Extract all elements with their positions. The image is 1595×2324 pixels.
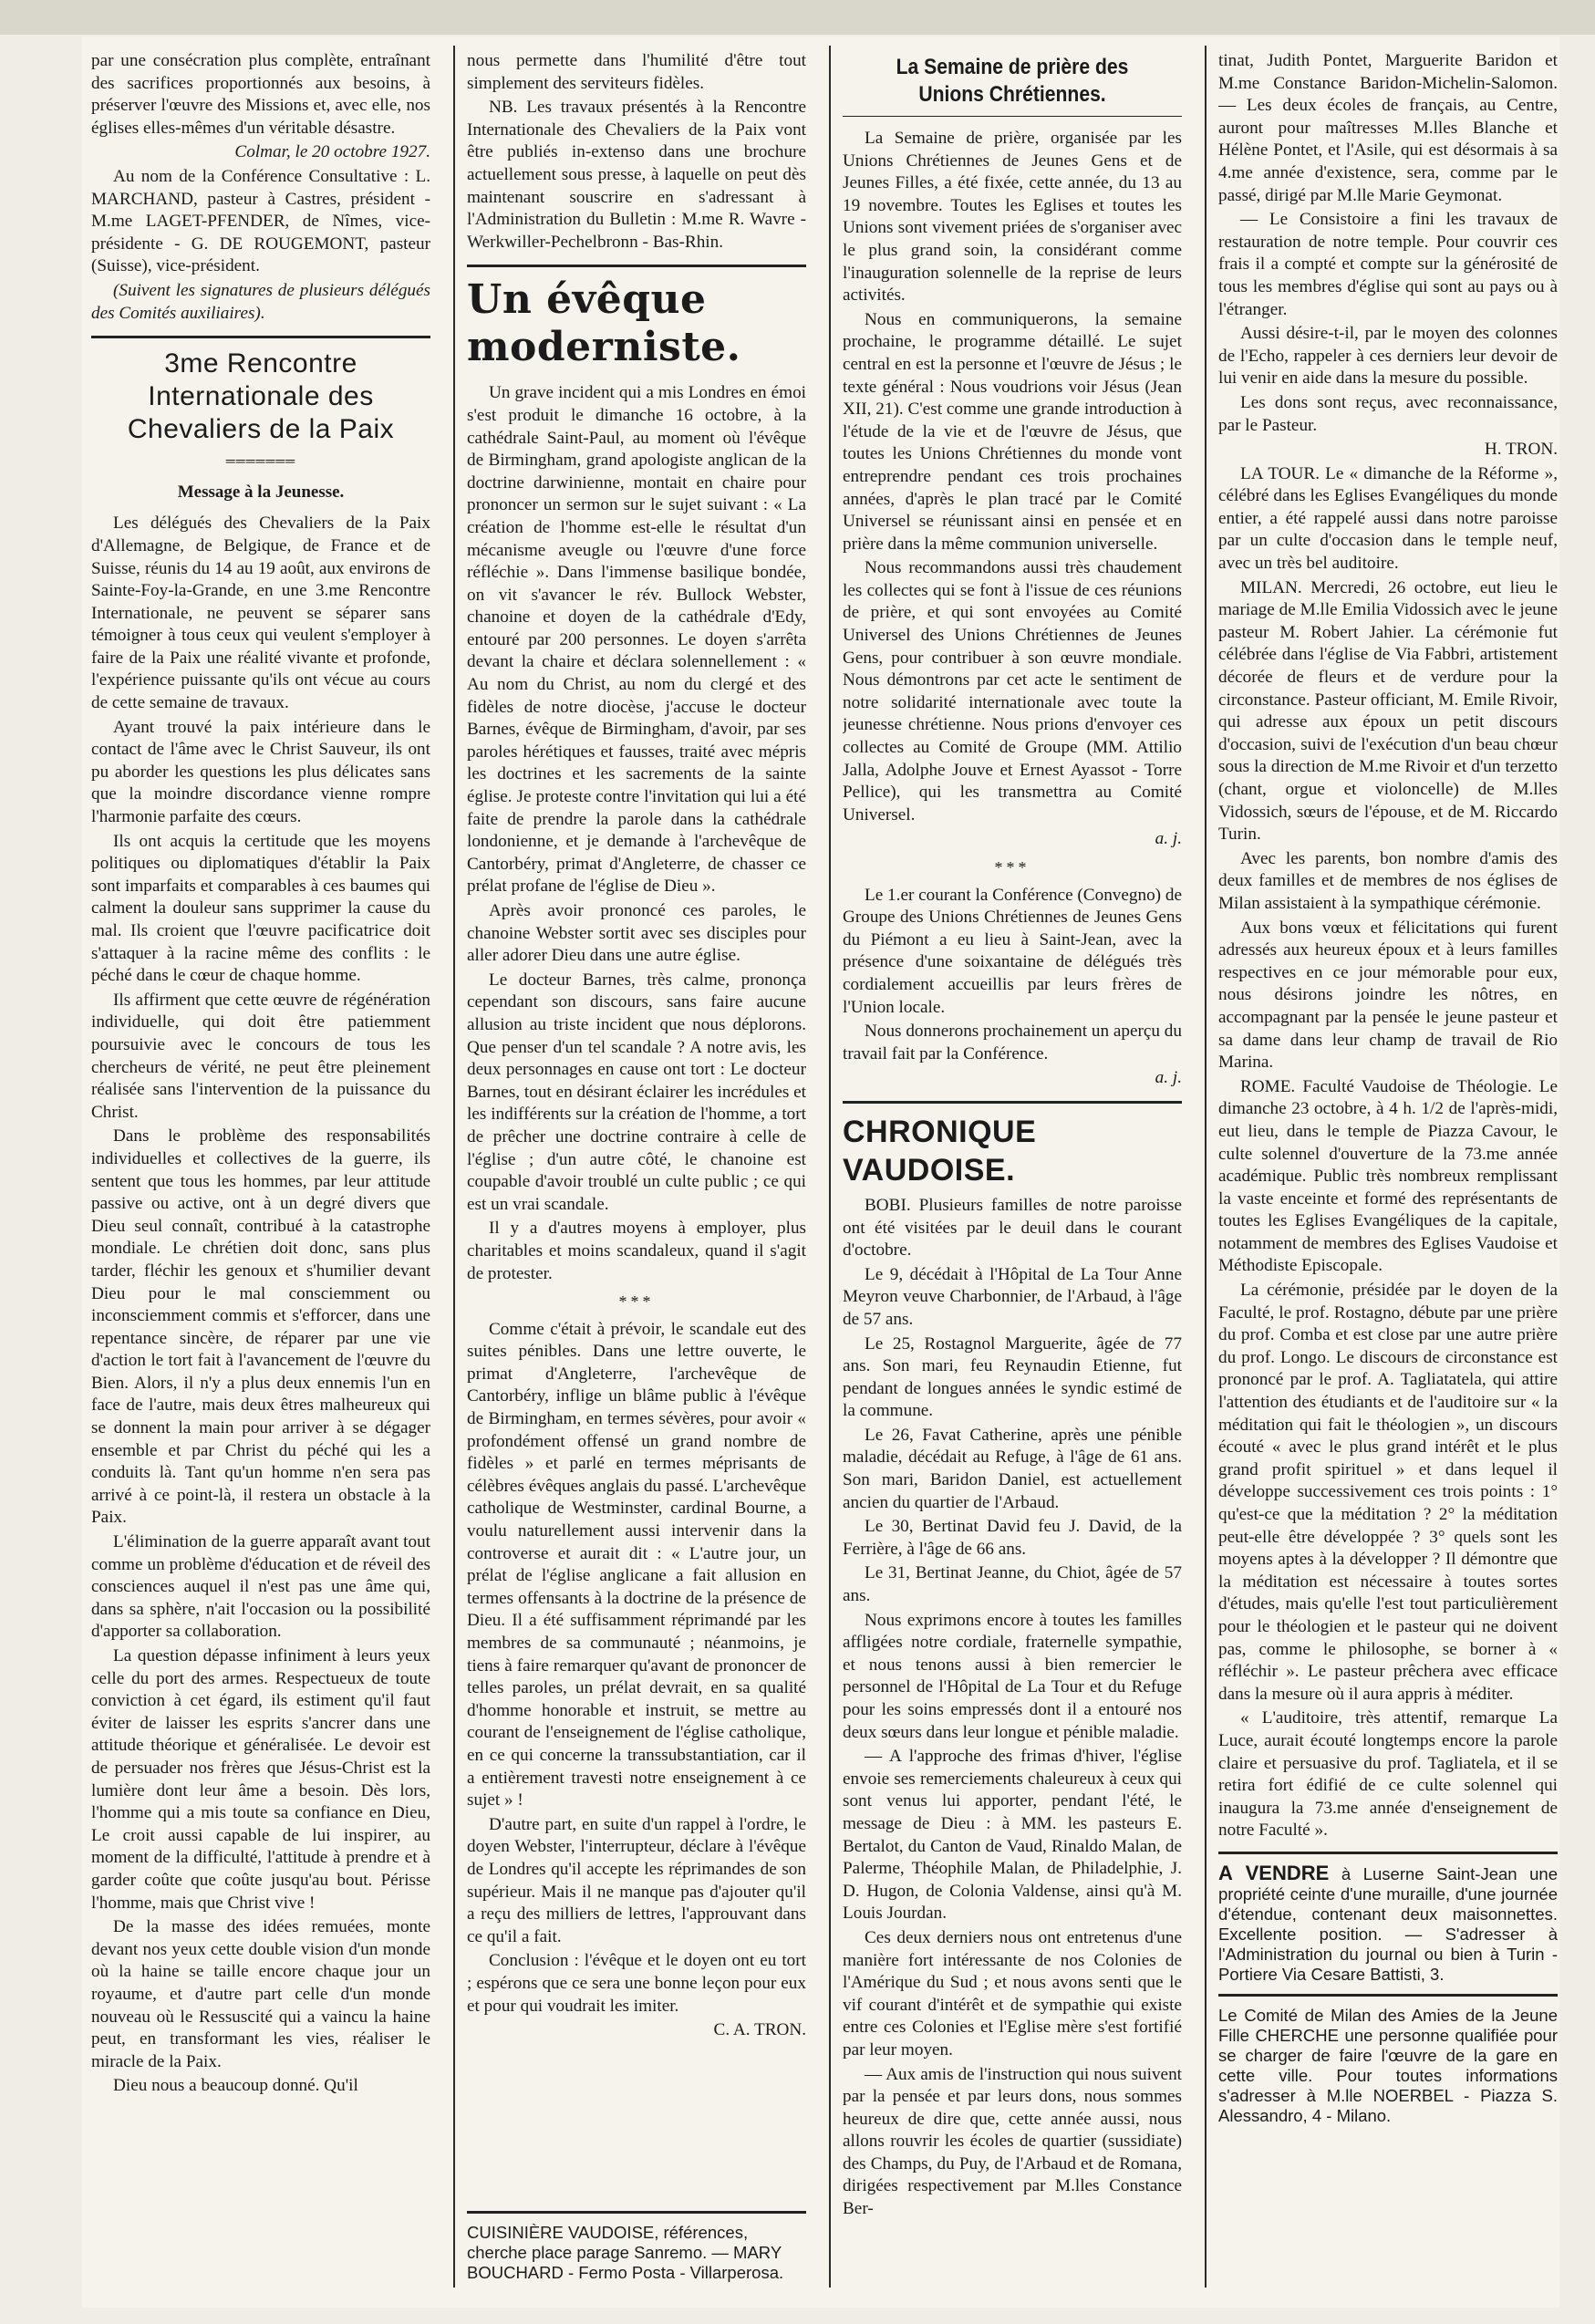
message-subhead: Message à la Jeunesse. [177, 482, 345, 502]
article-paragraph: L'élimination de la guerre apparaît avant tout comme un problème d'éducation et de réveil des consciences auquel il n'est pas une âme qui, dans sa sphère, n'ait l'occasion ou la possibilité d'apporter sa collaboration. [91, 1532, 430, 1642]
article-paragraph: Un grave incident qui a mis Londres en émoi s'est produit le dimanche 16 octobre, à la cathédrale Saint-Paul, au moment où l'évêque de Birmingham, grand apologiste anglican de la doctrine darwinienne, montait en chaire pour prononcer un sermon sur le sujet suivant : « La création de l'homme est-elle le résultat d'un mécanisme aveugle ou l'œuvre d'une force réfléchie ». Dans l'immense basilique bondée, on vit s'avancer le rév. Bullock Webster, chanoine et doyen de la cathédrale d'Edy, entouré par 200 personnes. Le doyen s'arrêta devant la chaire et déclara solennellement : « Au nom du Christ, au nom du clergé et des fidèles de notre diocèse, j'accuse le docteur Barnes, évêque de Birmingham, d'avoir, par ses paroles hérétiques et fausses, traité avec mépris les doctrines et les sacrements de la sainte église. Je proteste contre l'invitation qui lui a été faite de prendre la parole dans la cathédrale londonienne, et je demande à l'archevêque de Cantorbéry, primat d'Angleterre, de chasser ce prélat profane de l'église de Dieu ». [467, 383, 806, 897]
article-paragraph: Dieu nous a beaucoup donné. Qu'il [113, 2076, 358, 2096]
chronique-title: CHRONIQUE VAUDOISE. [843, 1114, 1037, 1188]
chronique-paragraph: — A l'approche des frimas d'hiver, l'église envoie ses remerciements chaleureux à ceux qui sont venus lui apporter, pendant l'été, le message de Dieu : à MM. les pasteurs E. Bertalot, du Canton de Vaud, Rinaldo Malan, de Palerme, Théophile Malan, de Philadelphie, J. D. Hugon, de Colonia Valdense, ainsi qu'à M. Louis Jourdan. [843, 1747, 1182, 1924]
article-paragraph: Les délégués des Chevaliers de la Paix d'Allemagne, de Belgique, de France et de Suisse, réunis du 14 au 19 août, aux environs de Sainte-Foy-la-Grande, en une 3.me Rencontre Internationale, ne peuvent se séparer sans témoigner à tous ceux qui veulent s'employer à faire de la Paix une réalité vivante et profonde, l'expérience puissante qu'ils ont vécue au cours de cette semaine de travaux. [91, 514, 430, 713]
chronique-paragraph: Ces deux derniers nous ont entretenus d'une manière fort intéressante de nos Colonies de l'Amérique du Sud ; et nous avons senti que le vif courant d'intérêt et de sympathie qui existe entre ces Colonies et l'Eglise mère s'est fortifié par leur moyen. [843, 1927, 1182, 2059]
article-paragraph: La cérémonie, présidée par le doyen de la Faculté, le prof. Rostagno, débute par une prière du prof. Comba et est close par une autre prière du prof. Longo. Le discours de circonstance est prononcé par le prof. A. Tagliatatela, qui attire l'attention des étudiants et de l'auditoire sur « la méditation qui fait le théologien », un discours écouté « avec le plus grand intérêt et le plus grand profit spirituel » et dans lequel il développe successivement ces trois points : 1° qu'est-ce que la méditation ? 2° la méditation peut-elle être développée ? 3° quels sont les moyens aptes à la développer ? Il démontre que la méditation est nécessaire à toutes sortes d'études, mais qu'elle l'est tout particulièrement pour le théologien et le pasteur qui ne doivent pas, comme le philosophe, se borner à « réfléchir ». Le pasteur prêchera avec efficace dans la mesure où il aura appris à méditer. [1218, 1281, 1558, 1704]
stars-divider: *** [618, 1292, 655, 1312]
a-vendre-title: A VENDRE [1218, 1861, 1330, 1884]
column-1 [91, 50, 430, 2297]
a-vendre-ad [1218, 1852, 1558, 1985]
cuisiniere-ad-text: CUISINIÈRE VAUDOISE, références, cherche place parage Sanremo. — MARY BOUCHARD - Fermo Posta - Villarperosa. [467, 2223, 784, 2282]
article-paragraph: Comme c'était à prévoir, le scandale eut des suites pénibles. Dans une lettre ouverte, le primat d'Angleterre, l'archevêque de Cantorbéry, inflige un blâme public à l'évêque de Birmingham, en termes sévères, pour avoir « profondément offensé un grand nombre de fidèles » et parlé en termes méprisants de célèbres évêques anglais du passé. L'archevêque catholique de Westminster, cardinal Bourne, a voulu naturellement aussi intervenir dans la controverse et aurait dit : « L'autre jour, un prélat de l'église anglicane a fait allusion en termes offensants à la doctrine de la présence de Dieu. Il a été suffisamment réprimandé par les membres de sa communauté ; néanmoins, je tiens à faire remarquer qu'avant de prononcer de telles paroles, un prélat devrait, en sa qualité d'homme honorable et instruit, se mettre au courant de l'enseignement de l'église catholique, en ce qui concerne la transsubstantiation, car il a entièrement travesti notre enseignement à ce sujet » ! [467, 1319, 806, 1810]
article-paragraph: Nous recommandons aussi très chaudement les collectes qui se font à l'issue de ces réunions de prière, et qui sont envoyées au Comité Universel des Unions Chrétiennes de Jeunes Gens, pour contribuer à son œuvre mondiale. Nous démontrons par cet acte le sentiment de notre solidarité internationale avec toute la jeunesse chrétienne. Nous prions d'envoyer ces collectes au Comité de Groupe (MM. Attilio Jalla, Adolphe Jouve et Ernest Ayassot - Torre Pellice), qui les transmettra au Comité Universel. [843, 558, 1182, 825]
article-paragraph: Conclusion : l'évêque et le doyen ont eu tort ; espérons que ce sera une bonne leçon pour eux et pour qui voudrait les imiter. [467, 1951, 806, 2016]
page-top-margin [0, 0, 1595, 35]
article-paragraph: Ils ont acquis la certitude que les moyens politiques ou diplomatiques d'établir la Paix sont imparfaits et comparables à ces baumes qui calment la douleur sans supprimer la cause du mal. Ils croient que l'œuvre pacificatrice doit s'attaquer à la racine même des conflits : le péché dans le cœur de chaque homme. [91, 831, 430, 986]
article-paragraph: Aussi désire-t-il, par le moyen des colonnes de l'Echo, rappeler à ces derniers leur devoir de lui venir en aide dans la mesure du possible. [1218, 324, 1558, 389]
eveque-title: Un évêque moderniste. [467, 276, 741, 371]
article-paragraph: Nous donnerons prochainement un aperçu du travail fait par la Conférence. [843, 1022, 1182, 1063]
article-paragraph: Ils affirment que cette œuvre de régénération individuelle, qui doit être patiemment poursuivie avec le concours de tous les chercheurs de vérité, ne peut être pleinement réalisée sans l'intervention de la puissance du Christ. [91, 990, 430, 1122]
section-divider [843, 1101, 1182, 1104]
column-3 [843, 50, 1182, 2297]
chronique-paragraph: Le 31, Bertinat Jeanne, du Chiot, âgée de 57 ans. [843, 1563, 1182, 1606]
a-vendre-text: à Luserne Saint-Jean une propriété ceinte d'une muraille, d'une journée d'étendue, contenant deux maisonnettes. Excellente position. — S'adresser à l'Administration du journal ou bien à Turin - Portiere Via Cesare Battisti, 3. [1218, 1863, 1558, 1984]
section-divider [91, 336, 430, 338]
column-rule [1205, 46, 1207, 2288]
article-paragraph: Avec les parents, bon nombre d'amis des deux familles et de membres de nos églises de Milan assistaient à la sympathique cérémonie. [1218, 848, 1558, 913]
article-paragraph: nous permette dans l'humilité d'être tout simplement des serviteurs fidèles. [467, 51, 806, 93]
chronique-paragraph: Le 30, Bertinat David feu J. David, de la Ferrière, à l'âge de 66 ans. [843, 1517, 1182, 1559]
article-paragraph: D'autre part, en suite d'un rappel à l'ordre, le doyen Webster, l'interrupteur, déclare à l'évêque de Londres qu'il accepte les réprimandes de son supérieur. Mais il ne manque pas d'ajouter qu'il a reçu des milliers de lettres, l'approuvant dans ce qu'il a fait. [467, 1814, 806, 1946]
article-paragraph: Dans le problème des responsabilités individuelles et collectives de la guerre, ils sentent que tous les hommes, par leur attitude passive ou active, ont à un degré divers que Dieu seul connaît, contribué à la catastrophe mondiale. Le chrétien doit donc, sans plus tarder, fléchir les genoux et s'humilier devant Dieu pour le mal consciemment ou inconsciemment commis et s'efforcer, dans une repentance sincère, de réparer par une vie d'action le tort fait à l'avancement de l'œuvre du Bien. Alors, il n'y a plus deux ennemis l'un en face de l'autre, mais deux êtres malheureux qui se donnent la main pour arriver à se dégager ensemble et par Christ du péché qui les a conduits là. Tant qu'un homme n'en sera pas arrivé à ce point-là, il restera un obstacle à la Paix. [91, 1126, 430, 1528]
author-initials: a. j. [1155, 829, 1182, 849]
ornament-divider: ═══════ [225, 455, 296, 470]
banner-underline [843, 116, 1182, 117]
column-4 [1218, 50, 1558, 2297]
signatures: Au nom de la Conférence Consultative : L. MARCHAND, pasteur à Castres, président - M.me LAGET-PFENDER, de Nîmes, vice-présidente - G. DE ROUGEMONT, pasteur (Suisse), vice-président. [91, 166, 430, 276]
cuisiniere-ad [467, 2211, 806, 2283]
intro-paragraph: par une consécration plus complète, entraînant des sacrifices proportionnés aux besoins, à préserver l'œuvre des Missions et, avec elle, nos églises elles-mêmes d'un véritable désastre. [91, 51, 430, 138]
chronique-paragraph: Le 26, Favat Catherine, après une pénible maladie, décédait au Refuge, à l'âge de 61 ans. Son mari, Baridon Daniel, est actuellement ancien du quartier de l'Arbaud. [843, 1425, 1182, 1512]
column-rule [829, 46, 831, 2288]
author-signature: C. A. TRON. [713, 2020, 806, 2040]
amies-ad-text: Le Comité de Milan des Amies de la Jeune Fille CHERCHE une personne qualifiée pour se charger de faire l'œuvre de la gare en cette ville. Pour toutes informations s'adresser à M.lle NOERBEL - Piazza S. Alessandro, 4 - Milano. [1218, 2005, 1558, 2125]
article-paragraph: Nous en communiquerons, la semaine prochaine, le programme détaillé. Le sujet central en est la personne et l'œuvre de Jésus ; le texte général : Nous voudrions voir Jésus (Jean XII, 21). C'est comme une grande introduction à l'étude de la vie et de l'œuvre de Jésus, que toutes les Unions Chrétiennes du monde vont entreprendre pendant ces trois prochaines années, d'après le plan tracé par le Comité Universel se réunissant ainsi en pensée et en prière dans la même communion universelle. [843, 309, 1182, 554]
amies-jeune-fille-ad [1218, 1994, 1558, 2126]
nb-paragraph: NB. Les travaux présentés à la Rencontre Internationale des Chevaliers de la Paix vont être publiés in-extenso dans une brochure actuellement sous presse, à laquelle on peut dès maintenant souscrire en s'adressant à l'Administration du Bulletin : M.me R. Wavre - Werkwiller-Pechelbronn - Bas-Rhin. [467, 98, 806, 252]
chronique-paragraph: Le 9, décédait à l'Hôpital de La Tour Anne Meyron veuve Charbonnier, de l'Arbaud, à l'âge de 57 ans. [843, 1264, 1182, 1329]
author-signature: H. TRON. [1484, 440, 1558, 460]
article-paragraph: Aux bons vœux et félicitations qui furent adressés aux heureux époux et à leurs familles respectives en ce jour mémorable pour eux, nous désirons joindre les nôtres, en accompagnant par la pensée le jeune pasteur et sa dame dans leur champ de travail de Rio Marina. [1218, 918, 1558, 1073]
article-paragraph: Il y a d'autres moyens à employer, plus charitables et moins scandaleux, quand il s'agit de protester. [467, 1219, 806, 1283]
semaine-priere-banner: La Semaine de prière des Unions Chrétiennes. [896, 55, 1129, 107]
column-rule [453, 46, 455, 2288]
chronique-paragraph: — Aux amis de l'instruction qui nous suivent par la pensée et par leurs dons, nous sommes heureux de dire que, cette année aussi, nous allons rouvrir les écoles de quartier (sussidiate) des Champs, du Puy, de l'Arbaud et de Romana, dirigées respectivement par M.lles Constance Ber- [843, 2064, 1182, 2219]
signatures-note: (Suivent les signatures de plusieurs délégués des Comités auxiliaires). [91, 280, 430, 323]
article-paragraph: « L'auditoire, très attentif, remarque La Luce, aurait écouté longtemps encore la parole claire et persuasive du prof. Tagliatela, et il se retira fort édifié de ce culte solennel qui inaugura la 73.me année d'enseignement de notre Faculté ». [1218, 1708, 1558, 1841]
article-paragraph: De la masse des idées remuées, monte devant nos yeux cette double vision d'un monde où la haine se taille encore chaque jour un royaume, et d'autre part celle d'un monde nouveau où le Ressuscité qui a vaincu la haine peut, en transformant les vies, réaliser le miracle de la Paix. [91, 1917, 430, 2071]
column-2 [467, 50, 806, 2297]
article-paragraph: LA TOUR. Le « dimanche de la Réforme », célébré dans les Eglises Evangéliques du monde entier, a été rappelé aussi dans notre paroisse par un culte d'occasion dans le temple neuf, avec un très bel auditoire. [1218, 463, 1558, 574]
article-paragraph: tinat, Judith Pontet, Marguerite Baridon et M.me Constance Baridon-Michelin-Salomon. — Les deux écoles de français, au Centre, auront pour maîtresses M.lles Blanche et Hélène Pontet, et l'Asile, qui est désormais à sa 4.me année d'existence, sera, comme par le passé, dirigé par M.lle Marie Geymonat. [1218, 51, 1558, 205]
article-paragraph: La question dépasse infiniment à leurs yeux celle du port des armes. Respectueux de toute conviction à cet égard, ils estiment qu'il faut éviter de laisser les esprits s'ancrer dans une attitude théorique et généralisée. Le devoir est de persuader nos frères que Jésus-Christ est la lumière dont leur âme a besoin. Dès lors, l'homme qui a mis toute sa confiance en Dieu, Le croit aussi capable de lui inspirer, au moment de la difficulté, l'attitude à prendre et à garder coûte que coûte jusqu'au bout. Périsse l'homme, mais que Christ vive ! [91, 1646, 430, 1913]
article-paragraph: — Le Consistoire a fini les travaux de restauration de notre temple. Pour couvrir ces frais il a compté et compte sur la générosité de tous les membres d'église qui sont au pays ou à l'étranger. [1218, 210, 1558, 319]
article-paragraph: Après avoir prononcé ces paroles, le chanoine Webster sortit avec ses disciples pour aller adorer Dieu dans une autre église. [467, 901, 806, 966]
article-paragraph: Les dons sont reçus, avec reconnaissance, par le Pasteur. [1218, 392, 1558, 435]
stars-divider: *** [994, 858, 1031, 877]
chronique-paragraph: Nous exprimons encore à toutes les familles affligées notre cordiale, fraternelle sympathie, et nous tenons aussi à bien remercier le personnel de l'Hôpital de La Tour et du Refuge pour les soins empressés dont il a entouré nos deux sœurs dans leur longue et pénible maladie. [843, 1610, 1182, 1742]
article-paragraph: Le docteur Barnes, très calme, prononça cependant son discours, sans faire aucune allusion au triste incident que nous déplorons. Que penser d'un tel scandale ? A notre avis, les deux personnages en cause ont tort : Le docteur Barnes, tout en désirant éclairer les incrédules et les indifférents sur la création de l'homme, a tort de prêcher une doctrine contraire à celle de l'église ; d'un autre côté, le chanoine est coupable d'avoir troublé un culte public ; ce qui est un vrai scandale. [467, 970, 806, 1214]
article-paragraph: ROME. Faculté Vaudoise de Théologie. Le dimanche 23 octobre, à 4 h. 1/2 de l'après-midi, eut lieu, dans le temple de Piazza Cavour, le culte solennel d'ouverture de la 73.me année académique. Public très nombreux remplissant la vaste enceinte et formé des représentants de toutes les Eglises Evangéliques de la capitale, notamment de membres des Eglises Vaudoise et Méthodiste Episcopale. [1218, 1076, 1558, 1276]
article-paragraph: Le 1.er courant la Conférence (Convegno) de Groupe des Unions Chrétiennes de Jeunes Gens du Piémont a eu lieu à Saint-Jean, avec la présence d'une soixantaine de délégués très cordialement accueillis par leurs frères de l'Union locale. [843, 885, 1182, 1017]
rencontre-headline: 3me Rencontre Internationale des Chevaliers de la Paix [127, 348, 395, 445]
article-paragraph: MILAN. Mercredi, 26 octobre, eut lieu le mariage de M.lle Emilia Vidossich avec le jeune pasteur M. Robert Jahier. La cérémonie fut célébrée dans l'église de Via Fabbri, artistement décorée de fleurs et de verdure pour la circonstance. Pasteur officiant, M. Emile Rivoir, qui adresse aux époux un petit discours d'occasion, suivi de l'exécution d'un beau chœur sous la direction de M.me Rivoir et d'un terzetto (chant, orgue et violoncelle) de M.lles Vidossich, sœurs de l'épouse, et de M. Riccardo Turin. [1218, 577, 1558, 845]
article-paragraph: La Semaine de prière, organisée par les Unions Chrétiennes de Jeunes Gens et de Jeunes Filles, a été fixée, cette année, du 13 au 19 novembre. Toutes les Eglises et toutes les Unions sont vivement priées de s'organiser avec le plus grand soin, la considérant comme l'inauguration solennelle de la reprise de leurs activités. [843, 129, 1182, 306]
article-paragraph: Ayant trouvé la paix intérieure dans le contact de l'âme avec le Christ Sauveur, ils ont pu aborder les questions les plus délicates sans que la moindre discordance vienne rompre l'harmonie parfaite des cœurs. [91, 717, 430, 827]
author-initials: a. j. [1155, 1068, 1182, 1088]
dateline: Colmar, le 20 octobre 1927. [234, 142, 430, 162]
section-divider [467, 265, 806, 267]
chronique-paragraph: BOBI. Plusieurs familles de notre paroisse ont été visitées par le deuil dans le courant d'octobre. [843, 1195, 1182, 1261]
chronique-paragraph: Le 25, Rostagnol Marguerite, âgée de 77 ans. Son mari, feu Reynaudin Etienne, fut pendant de longues années le syndic estimé de la commune. [843, 1333, 1182, 1421]
